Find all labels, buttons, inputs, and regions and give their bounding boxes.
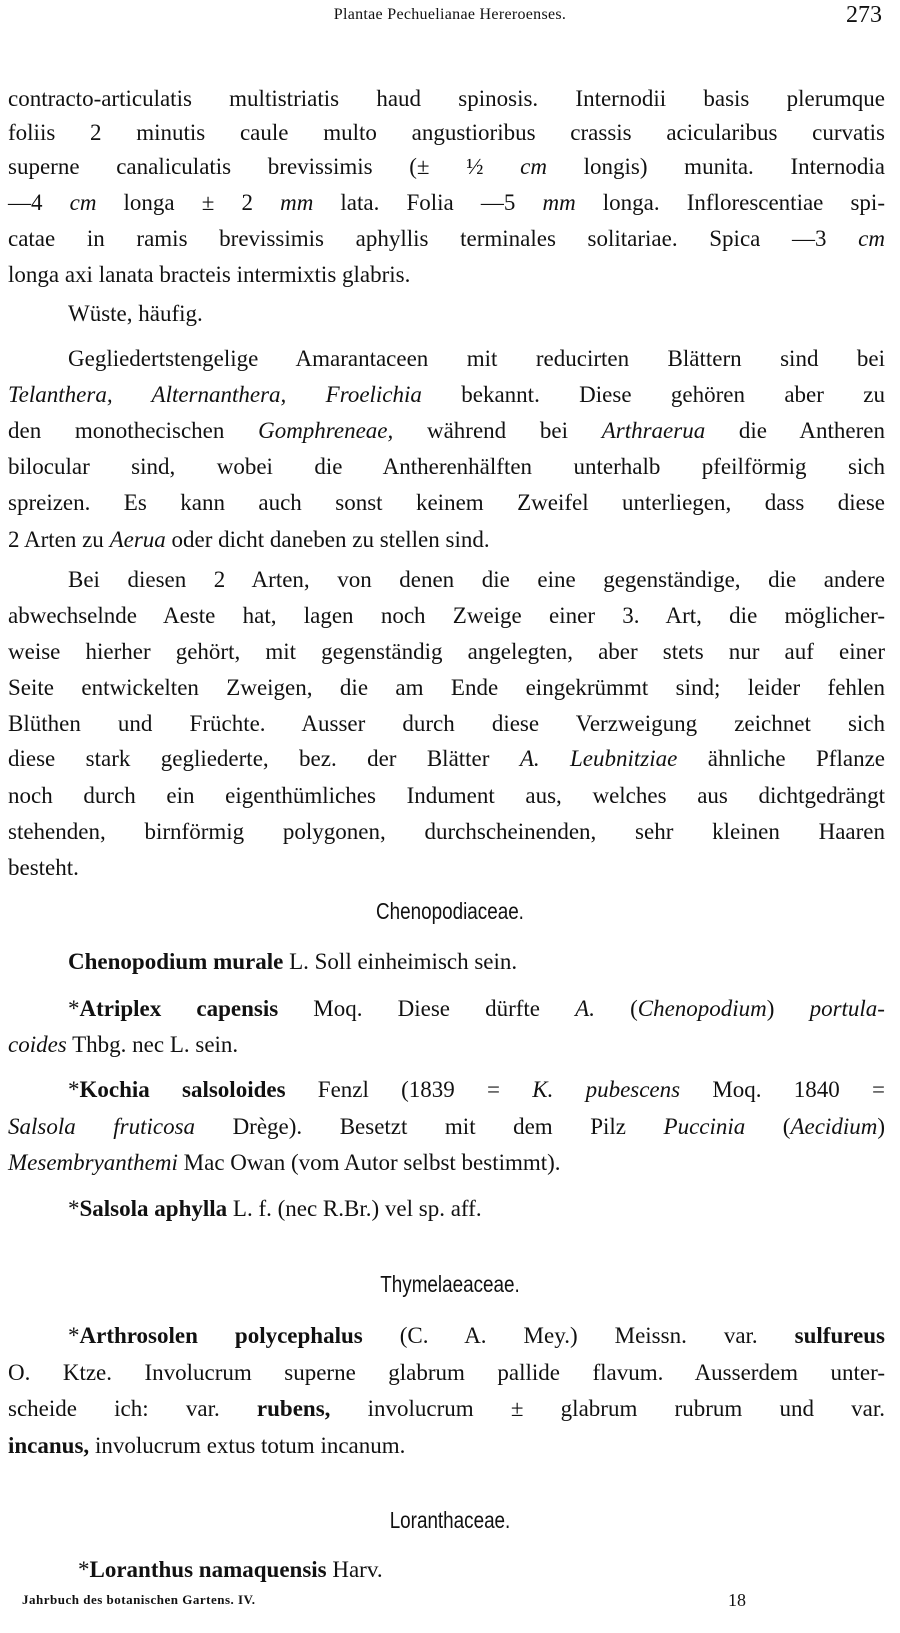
text-segment: longa axi lanata bracteis intermixtis glabris.	[8, 262, 411, 287]
text-line	[78, 1552, 885, 1588]
text-line	[8, 377, 885, 413]
text-line	[68, 1318, 885, 1354]
text-line	[8, 1391, 885, 1427]
text-segment: *	[68, 996, 80, 1021]
text-line	[8, 850, 885, 886]
text-segment: stehenden, birnförmig polygonen, durchscheinenden, sehr kleinen Haaren	[8, 819, 885, 844]
taxon-name: Chenopodium murale	[68, 949, 284, 974]
text-segment: contracto-articulatis multistriatis haud spinosis. Internodii basis plerumque	[8, 86, 885, 111]
text-line	[8, 598, 885, 634]
text-segment: L. Soll einheimisch sein.	[283, 949, 518, 974]
text-segment: während bei	[393, 418, 602, 443]
italic-text: Gomphreneae,	[258, 418, 394, 443]
text-segment: die Antheren	[705, 418, 885, 443]
text-line	[68, 944, 885, 980]
text-line	[8, 741, 885, 777]
text-segment: *	[68, 1077, 80, 1102]
italic-text: mm	[280, 190, 314, 215]
taxon-name: rubens,	[256, 1396, 331, 1421]
text-segment: Thbg. nec L. sein.	[66, 1032, 239, 1057]
text-segment: Blüthen und Früchte. Ausser durch diese Verzweigung zeichnet sich	[8, 711, 885, 736]
text-segment: scheide ich: var.	[8, 1396, 257, 1421]
text-line	[8, 814, 885, 850]
italic-text: cm	[520, 154, 547, 179]
text-segment: longa ± 2	[96, 190, 281, 215]
text-segment: Chenopodiaceae.	[376, 898, 524, 924]
text-line	[68, 991, 885, 1027]
section-heading	[81, 1502, 819, 1538]
footer-journal: Jahrbuch des botanischen Gartens. IV.	[22, 1592, 256, 1607]
text-line	[8, 485, 885, 521]
italic-text: cm	[69, 190, 97, 215]
text-segment: den monothecischen	[8, 418, 259, 443]
text-segment: *	[68, 1196, 80, 1221]
text-line	[8, 1027, 885, 1063]
text-line	[8, 634, 885, 670]
italic-text: K. pubescens	[532, 1077, 681, 1102]
text-segment: abwechselnde Aeste hat, lagen noch Zweige einer 3. Art, die möglicher-	[8, 603, 885, 628]
text-segment: (	[594, 996, 638, 1021]
text-segment: —4	[8, 190, 70, 215]
text-line	[8, 1428, 885, 1464]
text-segment: )	[877, 1114, 885, 1139]
taxon-name: Kochia salsoloides	[79, 1077, 286, 1102]
taxon-name: Loranthus namaquensis	[89, 1557, 327, 1582]
text-segment: superne canaliculatis brevissimis (± ½	[8, 154, 521, 179]
text-line	[8, 522, 885, 558]
taxon-name: Salsola aphylla	[79, 1196, 228, 1221]
text-segment: Moq. 1840 =	[680, 1077, 885, 1102]
text-line	[68, 562, 885, 598]
italic-text: cm	[858, 226, 885, 251]
running-head: Plantae Pechuelianae Hereroenses.	[333, 6, 567, 23]
text-line	[8, 1109, 885, 1145]
text-segment: foliis 2 minutis caule multo angustioribus crassis acicularibus curvatis	[8, 120, 885, 145]
text-segment: Bei diesen 2 Arten, von denen die eine gegenständige, die andere	[68, 567, 885, 592]
text-segment: *	[78, 1557, 90, 1582]
text-segment: weise hierher gehört, mit gegenständig angelegten, aber stets nur auf einer	[8, 639, 885, 664]
text-line	[8, 670, 885, 706]
text-line	[68, 1191, 885, 1227]
text-segment: Seite entwickelten Zweigen, die am Ende eingekrümmt sind; leider fehlen	[8, 675, 885, 700]
section-heading	[81, 893, 819, 929]
text-line	[8, 115, 885, 151]
text-segment: (C. A. Mey.) Meissn. var.	[362, 1323, 795, 1348]
page-number: 273	[846, 2, 882, 28]
italic-text: Aecidium	[790, 1114, 878, 1139]
taxon-name: incanus,	[8, 1433, 90, 1458]
text-segment: Loranthaceae.	[389, 1507, 511, 1533]
text-segment: O. Ktze. Involucrum superne glabrum pallide flavum. Ausserdem unter-	[8, 1360, 885, 1385]
text-segment: )	[766, 996, 810, 1021]
taxon-name: sulfureus	[794, 1323, 885, 1348]
text-segment: bilocular sind, wobei die Antherenhälften unterhalb pfeilförmig sich	[8, 454, 885, 479]
text-segment: noch durch ein eigenthümliches Indument aus, welches aus dichtgedrängt	[8, 783, 885, 808]
italic-text: portula-	[809, 996, 885, 1021]
italic-text: A. Leubnitziae	[519, 746, 678, 771]
italic-text: coides	[8, 1032, 67, 1057]
text-segment: involucrum extus totum incanum.	[89, 1433, 406, 1458]
text-segment: 2 Arten zu	[8, 527, 110, 552]
text-segment: Fenzl (1839 =	[285, 1077, 533, 1102]
text-segment: oder dicht daneben zu stellen sind.	[165, 527, 490, 552]
text-line	[8, 221, 885, 257]
text-segment: Thymelaeaceae.	[380, 1271, 520, 1297]
section-heading	[81, 1266, 819, 1302]
footer-signature: 18	[728, 1590, 746, 1610]
text-segment: Drège). Besetzt mit dem Pilz	[195, 1114, 664, 1139]
text-segment: lata. Folia —5	[313, 190, 543, 215]
text-segment: catae in ramis brevissimis aphyllis terminales solitariae. Spica —3	[8, 226, 859, 251]
text-line	[8, 1145, 885, 1181]
text-line	[8, 706, 885, 742]
italic-text: Telanthera, Alternanthera, Froelichia	[8, 382, 422, 407]
italic-text: Arthraerua	[601, 418, 706, 443]
text-line	[8, 449, 885, 485]
text-segment: besteht.	[8, 855, 79, 880]
text-segment: bekannt. Diese gehören aber zu	[421, 382, 885, 407]
text-line	[8, 185, 885, 221]
italic-text: Salsola fruticosa	[8, 1114, 196, 1139]
text-line	[8, 257, 885, 293]
text-line	[8, 413, 885, 449]
text-line	[68, 341, 885, 377]
italic-text: mm	[542, 190, 576, 215]
italic-text: A.	[575, 996, 595, 1021]
text-segment: ähnliche Pflanze	[677, 746, 885, 771]
text-line	[68, 296, 885, 332]
text-segment: involucrum ± glabrum rubrum und var.	[330, 1396, 885, 1421]
taxon-name: Atriplex capensis	[79, 996, 279, 1021]
italic-text: Aerua	[109, 527, 166, 552]
text-segment: *	[68, 1323, 80, 1348]
italic-text: Mesembryanthemi	[8, 1150, 178, 1175]
text-segment: Harv.	[326, 1557, 383, 1582]
text-line	[68, 1072, 885, 1108]
text-segment: Gegliedertstengelige Amarantaceen mit reducirten Blättern sind bei	[68, 346, 885, 371]
text-line	[8, 778, 885, 814]
text-line	[8, 149, 885, 185]
taxon-name: Arthrosolen polycephalus	[79, 1323, 363, 1348]
text-segment: longa. Inflorescentiae spi-	[575, 190, 885, 215]
italic-text: Chenopodium	[637, 996, 767, 1021]
text-segment: L. f. (nec R.Br.) vel sp. aff.	[227, 1196, 482, 1221]
text-line	[8, 1355, 885, 1391]
text-segment: Moq. Diese dürfte	[278, 996, 576, 1021]
text-segment: (	[745, 1114, 791, 1139]
text-segment: spreizen. Es kann auch sonst keinem Zweifel unterliegen, dass diese	[8, 490, 885, 515]
italic-text: Puccinia	[663, 1114, 746, 1139]
text-segment: diese stark gegliederte, bez. der Blätter	[8, 746, 520, 771]
text-segment: Mac Owan (vom Autor selbst bestimmt).	[177, 1150, 561, 1175]
text-segment: Wüste, häufig.	[68, 301, 203, 326]
text-segment: longis) munita. Internodia	[546, 154, 885, 179]
text-line	[8, 81, 885, 117]
